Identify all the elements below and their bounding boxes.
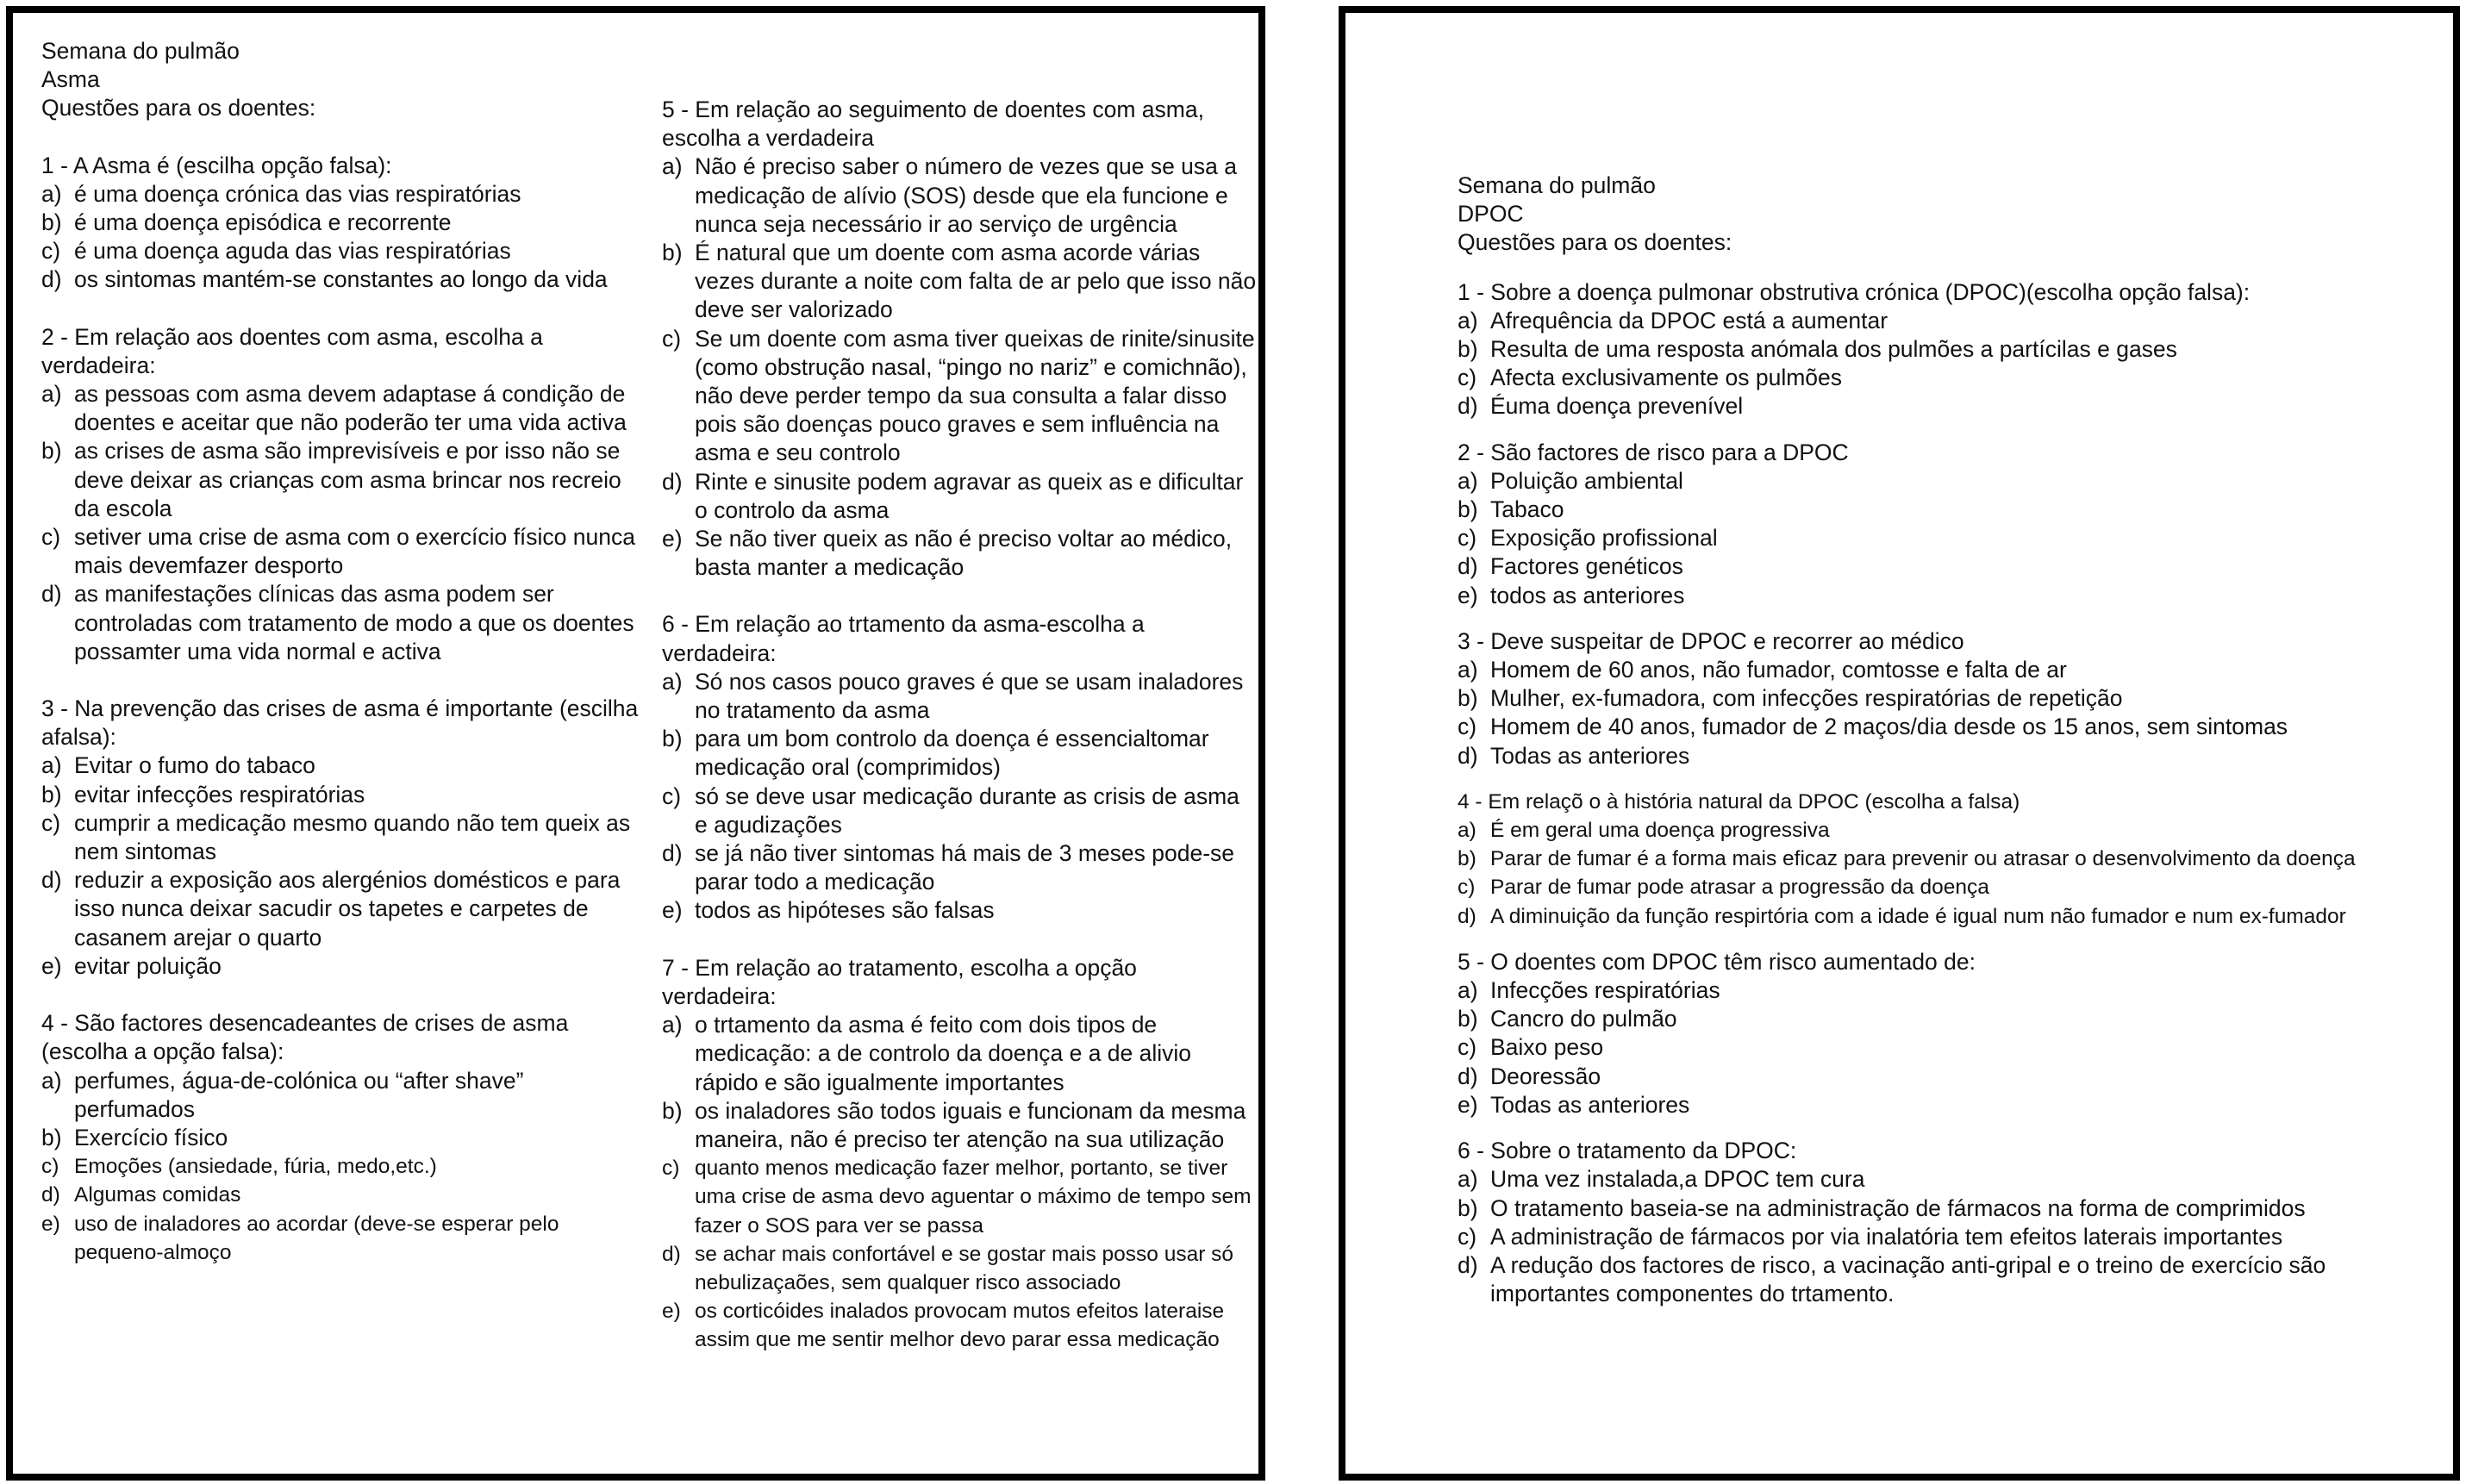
option-text: É natural que um doente com asma acorde várias vezes durante a noite com falta de ar pelo que isso não deve ser valorizado <box>695 240 1257 323</box>
option-text: uso de inaladores ao acordar (deve-se esperar pelo pequeno-almoço <box>74 1212 559 1264</box>
option-text: setiver uma crise de asma com o exercício físico nunca mais devemfazer desporto <box>74 524 635 579</box>
option-item <box>41 1124 645 1152</box>
option-text: é uma doença crónica das vias respiratórias <box>74 180 521 207</box>
question-title: 3 - Na prevenção das crises de asma é importante (escilha afalsa): <box>41 695 645 751</box>
option-text: Todas as anteriores <box>1490 1091 1690 1118</box>
question-title: 2 - São factores de risco para a DPOC <box>1458 439 1849 465</box>
option-letter: a) <box>1458 307 1478 334</box>
option-item <box>662 896 1257 925</box>
option-item <box>662 468 1257 525</box>
question-title: 5 - Em relação ao seguimento de doentes com asma, escolha a verdadeira <box>662 97 1211 152</box>
option-item <box>1458 1251 2440 1308</box>
option-list <box>1458 656 2440 770</box>
option-text: Parar de fumar pode atrasar a progressão da doença <box>1490 876 1989 900</box>
option-item <box>1458 845 2440 873</box>
option-text: evitar poluição <box>74 952 222 979</box>
option-item <box>41 809 645 866</box>
option-item <box>41 380 645 437</box>
option-letter: c) <box>1458 876 1476 900</box>
option-item <box>662 325 1257 468</box>
dpoc-header-subtitle: Questões para os doentes: <box>1458 229 1732 256</box>
option-text: Só nos casos pouco graves é que se usam inaladores no tratamento da asma <box>695 668 1244 724</box>
option-list <box>662 668 1257 926</box>
option-text: os corticóides inalados provocam mutos efeitos lateraise assim que me sentir melhor devo parar essa medicação <box>695 1300 1225 1352</box>
option-item <box>662 1154 1257 1240</box>
question-title: 4 - São factores desencadeantes de crises de asma (escolha a opção falsa): <box>41 1010 575 1065</box>
option-item <box>1458 1063 2440 1091</box>
option-text: os sintomas mantém-se constantes ao longo da vida <box>74 266 608 293</box>
option-letter: e) <box>662 897 683 924</box>
option-item <box>662 525 1257 582</box>
option-text: O tratamento baseia-se na administração de fármacos na forma de comprimidos <box>1490 1194 2306 1221</box>
option-item <box>1458 902 2440 931</box>
option-letter: d) <box>1458 553 1478 580</box>
question-title: 1 - A Asma é (escilha opção falsa): <box>41 152 392 178</box>
option-letter: d) <box>662 1242 681 1266</box>
option-text: Cancro do pulmão <box>1490 1006 1677 1032</box>
option-item <box>41 866 645 952</box>
option-text: A redução dos factores de risco, a vacinação anti-gripal e o treino de exercício são importantes componentes do trtamento. <box>1490 1251 2326 1307</box>
option-letter: b) <box>41 1124 62 1150</box>
option-item <box>41 180 645 209</box>
option-item <box>41 751 645 780</box>
option-letter: e) <box>1458 1091 1478 1118</box>
option-letter: d) <box>1458 742 1478 769</box>
option-list <box>1458 1165 2440 1308</box>
option-text: os inaladores são todos iguais e funcionam da mesma maneira, não é preciso ter atenção na sua utilização <box>695 1097 1246 1152</box>
asma-header-subtitle: Questões para os doentes: <box>41 95 316 122</box>
option-letter: b) <box>662 726 683 752</box>
option-item <box>1458 742 2440 770</box>
asma-question-4 <box>41 1009 645 1267</box>
option-text: Factores genéticos <box>1490 553 1683 580</box>
option-text: Uma vez instalada,a DPOC tem cura <box>1490 1166 1865 1193</box>
option-letter: e) <box>662 1300 681 1324</box>
question-title: 6 - Em relação ao trtamento da asma-escolha a verdadeira: <box>662 611 1152 666</box>
option-text: Éuma doença prevenível <box>1490 393 1744 420</box>
option-text: Emoções (ansiedade, fúria, medo,etc.) <box>74 1155 437 1179</box>
option-item <box>41 1152 645 1181</box>
option-letter: b) <box>41 438 62 465</box>
option-letter: c) <box>1458 365 1477 391</box>
option-letter: b) <box>662 240 683 266</box>
option-text: Todas as anteriores <box>1490 742 1690 769</box>
option-letter: d) <box>662 840 683 867</box>
asma-right-column <box>662 96 1257 1355</box>
option-text: Deoressão <box>1490 1063 1601 1089</box>
dpoc-questionnaire-sheet <box>1339 6 2460 1481</box>
question-title: 1 - Sobre a doença pulmonar obstrutiva crónica (DPOC)(escolha opção falsa): <box>1458 278 2251 305</box>
option-item <box>662 725 1257 782</box>
option-letter: a) <box>1458 819 1476 843</box>
dpoc-header-event: Semana do pulmão <box>1458 172 1656 198</box>
asma-question-1 <box>41 152 645 295</box>
option-text: Afecta exclusivamente os pulmões <box>1490 365 1843 391</box>
option-letter: b) <box>1458 336 1478 363</box>
option-letter: a) <box>41 752 62 779</box>
option-text: se achar mais confortável e se gostar mais posso usar só nebulizaçaões, sem qualquer risco associado <box>695 1242 1234 1294</box>
option-item <box>41 1181 645 1209</box>
option-letter: b) <box>1458 685 1478 712</box>
option-item <box>41 1067 645 1124</box>
option-text: é uma doença aguda das vias respiratórias <box>74 238 511 265</box>
option-item <box>1458 713 2440 741</box>
option-item <box>1458 1033 2440 1062</box>
option-item <box>1458 392 2440 421</box>
option-text: evitar infecções respiratórias <box>74 781 365 807</box>
option-text: A administração de fármacos por via inalatória tem efeitos laterais importantes <box>1490 1223 2283 1250</box>
option-letter: b) <box>1458 1194 1478 1221</box>
option-item <box>1458 335 2440 364</box>
asma-left-column <box>41 37 645 1267</box>
option-letter: b) <box>1458 496 1478 523</box>
asma-header-topic: Asma <box>41 66 100 93</box>
option-text: A diminuição da função respirtória com a idade é igual num não fumador e num ex-fumador <box>1490 904 2346 928</box>
option-text: Algumas comidas <box>74 1183 241 1207</box>
option-letter: c) <box>662 1157 680 1181</box>
option-item <box>1458 467 2440 496</box>
option-item <box>41 209 645 237</box>
option-letter: e) <box>662 526 683 552</box>
question-title: 7 - Em relação ao tratamento, escolha a opção verdadeira: <box>662 954 1144 1009</box>
option-text: Mulher, ex-fumadora, com infecções respiratórias de repetição <box>1490 685 2123 712</box>
option-item <box>1458 976 2440 1005</box>
option-letter: d) <box>41 266 62 293</box>
dpoc-question-3 <box>1458 627 2440 770</box>
option-list <box>1458 467 2440 610</box>
option-text: só se deve usar medicação durante as crisis de asma e agudizações <box>695 783 1239 838</box>
option-letter: b) <box>41 209 62 236</box>
option-letter: e) <box>41 952 62 979</box>
option-letter: d) <box>41 867 62 894</box>
dpoc-question-4 <box>1458 788 2440 931</box>
option-item <box>1458 656 2440 684</box>
question-title: 2 - Em relação aos doentes com asma, escolha a verdadeira: <box>41 323 550 378</box>
option-letter: a) <box>1458 977 1478 1004</box>
option-list <box>1458 307 2440 421</box>
option-letter: e) <box>41 1212 60 1236</box>
option-item <box>1458 873 2440 901</box>
option-item <box>662 153 1257 239</box>
option-text: Rinte e sinusite podem agravar as queix as e dificultar o controlo da asma <box>695 468 1244 523</box>
question-title: 6 - Sobre o tratamento da DPOC: <box>1458 1138 1797 1164</box>
option-text: Afrequência da DPOC está a aumentar <box>1490 307 1889 334</box>
option-text: Se não tiver queix as não é preciso voltar ao médico, basta manter a medicação <box>695 526 1233 581</box>
option-letter: a) <box>41 381 62 408</box>
dpoc-column <box>1458 171 2440 1308</box>
option-item <box>662 1097 1257 1154</box>
dpoc-question-5 <box>1458 948 2440 1119</box>
option-letter: a) <box>662 1012 683 1038</box>
option-text: para um bom controlo da doença é essencialtomar medicação oral (comprimidos) <box>695 726 1209 781</box>
asma-header <box>41 37 645 123</box>
asma-header-event: Semana do pulmão <box>41 38 240 64</box>
option-item <box>662 783 1257 839</box>
option-letter: d) <box>1458 393 1478 420</box>
option-text: as crises de asma são imprevisíveis e por isso não se deve deixar as crianças com asma brincar nos recreio da escola <box>74 438 621 521</box>
option-letter: c) <box>662 783 682 809</box>
option-item <box>41 781 645 809</box>
option-letter: d) <box>1458 904 1476 928</box>
option-letter: b) <box>1458 847 1476 871</box>
option-item <box>1458 1223 2440 1251</box>
option-item <box>1458 1194 2440 1223</box>
option-list <box>662 1011 1257 1354</box>
option-item <box>41 237 645 265</box>
option-text: Parar de fumar é a forma mais eficaz para prevenir ou atrasar o desenvolvimento da doença <box>1490 847 2356 871</box>
option-item <box>1458 1005 2440 1033</box>
option-list <box>41 180 645 295</box>
dpoc-question-2 <box>1458 439 2440 610</box>
option-text: reduzir a exposição aos alergénios domésticos e para isso nunca deixar sacudir os tapetes e carpetes de casanem arejar o quarto <box>74 867 621 951</box>
dpoc-header <box>1458 171 2440 258</box>
option-item <box>662 239 1257 325</box>
option-letter: d) <box>1458 1063 1478 1089</box>
option-text: Infecções respiratórias <box>1490 977 1720 1004</box>
option-item <box>1458 496 2440 524</box>
option-letter: b) <box>41 781 62 807</box>
option-text: cumprir a medicação mesmo quando não tem queix as nem sintomas <box>74 809 631 865</box>
dpoc-question-1 <box>1458 278 2440 421</box>
option-item <box>1458 552 2440 581</box>
option-text: Baixo peso <box>1490 1034 1604 1061</box>
asma-questionnaire-sheet <box>6 6 1265 1481</box>
option-text: Homem de 60 anos, não fumador, comtosse e falta de ar <box>1490 657 2067 683</box>
option-letter: c) <box>41 1155 59 1179</box>
option-letter: a) <box>41 180 62 207</box>
option-letter: d) <box>662 468 683 495</box>
option-letter: c) <box>1458 1223 1477 1250</box>
option-text: Evitar o fumo do tabaco <box>74 752 315 779</box>
option-letter: b) <box>1458 1006 1478 1032</box>
option-item <box>41 523 645 580</box>
option-list <box>41 380 645 666</box>
option-list <box>1458 816 2440 931</box>
option-item <box>1458 816 2440 845</box>
option-list <box>1458 976 2440 1119</box>
option-letter: c) <box>41 524 61 551</box>
option-letter: c) <box>41 809 61 836</box>
option-letter: c) <box>41 238 61 265</box>
option-letter: a) <box>1458 657 1478 683</box>
option-text: Exposição profissional <box>1490 525 1718 552</box>
option-letter: a) <box>662 668 683 695</box>
option-item <box>1458 1165 2440 1194</box>
option-text: todos as anteriores <box>1490 582 1685 608</box>
option-item <box>41 1210 645 1267</box>
asma-question-2 <box>41 323 645 666</box>
question-title: 5 - O doentes com DPOC têm risco aumentado de: <box>1458 948 1976 975</box>
question-title: 4 - Em relaçõ o à história natural da DPOC (escolha a falsa) <box>1458 789 2020 814</box>
option-letter: a) <box>1458 1166 1478 1193</box>
option-item <box>1458 364 2440 392</box>
option-letter: c) <box>1458 1034 1477 1061</box>
option-letter: b) <box>662 1097 683 1124</box>
option-text: Se um doente com asma tiver queixas de rinite/sinusite (como obstrução nasal, “pingo no nariz” e comichnão), não deve perder tempo da sua consulta a falar disso pois são doenças pouco graves e sem influência na asma e seu controlo <box>695 325 1255 466</box>
asma-question-6 <box>662 610 1257 925</box>
option-text: Exercício físico <box>74 1124 228 1150</box>
option-letter: a) <box>41 1067 62 1094</box>
option-item <box>662 668 1257 725</box>
option-text: É em geral uma doença progressiva <box>1490 819 1830 843</box>
asma-question-7 <box>662 954 1257 1355</box>
option-item <box>662 839 1257 896</box>
option-list <box>41 1067 645 1267</box>
option-text: quanto menos medicação fazer melhor, portanto, se tiver uma crise de asma devo aguentar o máximo de tempo sem fazer o SOS para ver se passa <box>695 1157 1252 1238</box>
option-letter: c) <box>1458 525 1477 552</box>
option-item <box>41 437 645 523</box>
dpoc-header-topic: DPOC <box>1458 201 1524 228</box>
asma-question-5 <box>662 96 1257 582</box>
asma-question-3 <box>41 695 645 981</box>
question-title: 3 - Deve suspeitar de DPOC e recorrer ao médico <box>1458 627 1964 654</box>
option-text: Não é preciso saber o número de vezes que se usa a medicação de alívio (SOS) desde que ela funcione e nunca seja necessário ir ao serviço de urgência <box>695 153 1238 237</box>
option-list <box>41 751 645 981</box>
option-item <box>41 580 645 666</box>
option-item <box>41 952 645 981</box>
option-item <box>1458 582 2440 610</box>
option-text: todos as hipóteses são falsas <box>695 897 995 924</box>
option-letter: d) <box>1458 1251 1478 1278</box>
option-text: Poluição ambiental <box>1490 467 1683 494</box>
option-letter: e) <box>1458 582 1478 608</box>
option-letter: c) <box>662 325 682 352</box>
option-text: as pessoas com asma devem adaptase á condição de doentes e aceitar que não poderão ter uma vida activa <box>74 381 627 436</box>
dpoc-question-6 <box>1458 1137 2440 1308</box>
option-text: Homem de 40 anos, fumador de 2 maços/dia desde os 15 anos, sem sintomas <box>1490 714 2288 740</box>
option-text: o trtamento da asma é feito com dois tipos de medicação: a de controlo da doença e a de alivio rápido e são igualmente importantes <box>695 1012 1192 1095</box>
option-text: perfumes, água-de-colónica ou “after shave” perfumados <box>74 1067 524 1122</box>
option-text: Resulta de uma resposta anómala dos pulmões a partícilas e gases <box>1490 336 2177 363</box>
option-letter: c) <box>1458 714 1477 740</box>
option-list <box>662 153 1257 582</box>
option-item <box>662 1011 1257 1097</box>
option-item <box>1458 684 2440 713</box>
option-item <box>1458 1091 2440 1119</box>
option-item <box>662 1297 1257 1354</box>
option-item <box>41 265 645 294</box>
option-item <box>662 1240 1257 1297</box>
option-text: é uma doença episódica e recorrente <box>74 209 452 236</box>
option-letter: d) <box>41 1183 60 1207</box>
option-text: se já não tiver sintomas há mais de 3 meses pode-se parar todo a medicação <box>695 840 1235 895</box>
option-text: as manifestações clínicas das asma podem ser controladas com tratamento de modo a que os doentes possamter uma vida normal e activa <box>74 581 634 664</box>
option-text: Tabaco <box>1490 496 1564 523</box>
option-letter: d) <box>41 581 62 608</box>
option-letter: a) <box>1458 467 1478 494</box>
option-letter: a) <box>662 153 683 180</box>
option-item <box>1458 307 2440 335</box>
option-item <box>1458 524 2440 552</box>
